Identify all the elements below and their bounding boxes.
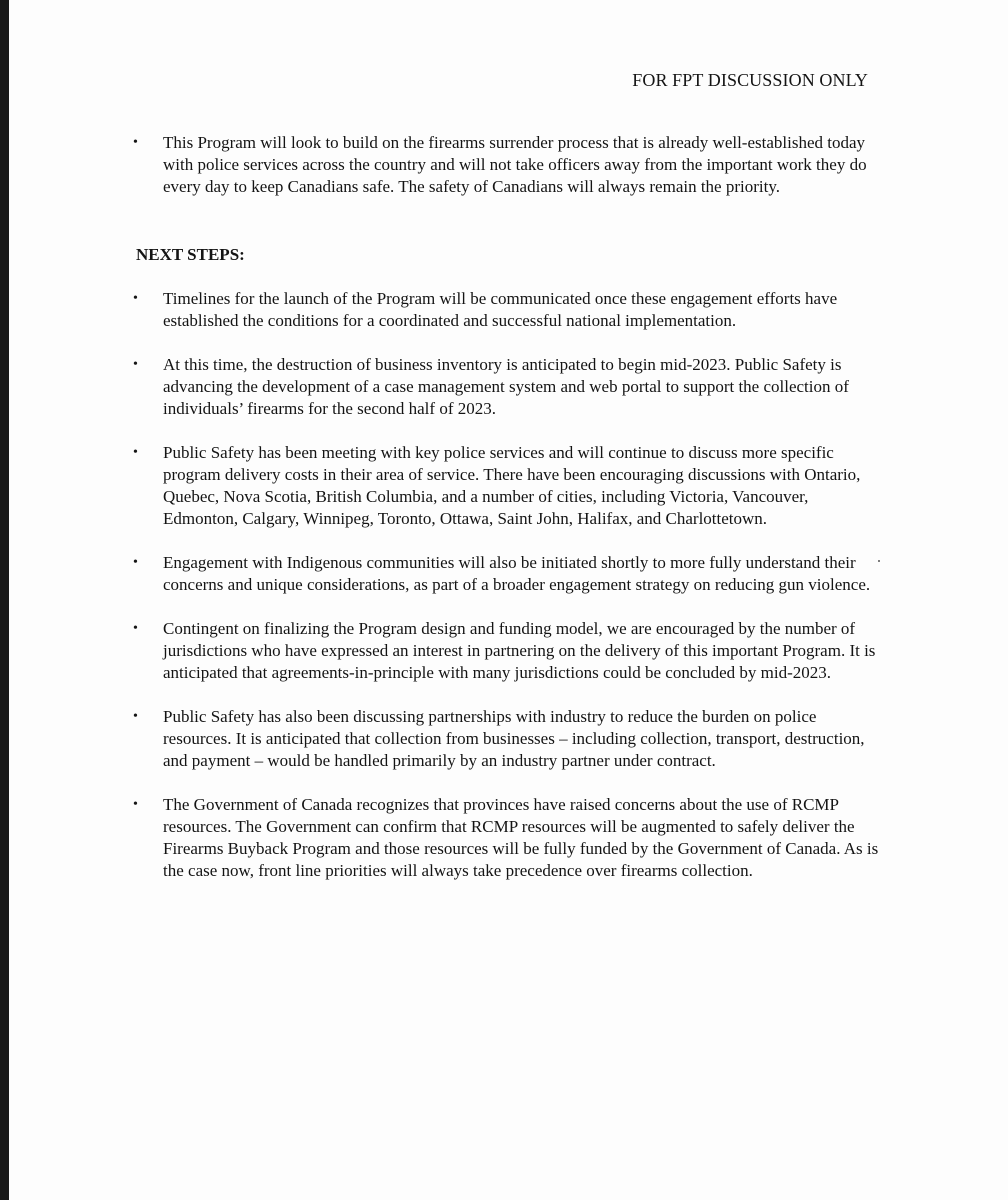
list-item-text: This Program will look to build on the firearms surrender process that is already well-established today with police services across the country and will not take officers away from the important work they do every day to keep Canadians safe. The safety of Canadians will always remain the priority. (163, 133, 867, 196)
list-item-text: Contingent on finalizing the Program design and funding model, we are encouraged by the number of jurisdictions who have expressed an interest in partnering on the delivery of this important Program. It is anticipated that agreements-in-principle with many jurisdictions could be concluded by mid-2023. (163, 619, 876, 682)
list-item-text: Timelines for the launch of the Program will be communicated once these engagement efforts have established the conditions for a coordinated and successful national implementation. (163, 289, 838, 330)
list-item (133, 706, 883, 772)
document-page (9, 0, 1008, 1200)
list-item-text: The Government of Canada recognizes that provinces have raised concerns about the use of RCMP resources. The Government can confirm that RCMP resources will be augmented to safely deliver the Firearms Buyback Program and those resources will be fully funded by the Government of Canada. As is the case now, front line priorities will always take precedence over firearms collection. (163, 795, 879, 880)
list-item-text: Public Safety has also been discussing partnerships with industry to reduce the burden on police resources. It is anticipated that collection from businesses – including collection, transport, destruction, and payment – would be handled primarily by an industry partner under contract. (163, 707, 865, 770)
next-steps-list (133, 288, 883, 904)
bullet-icon: • (133, 709, 138, 724)
list-item-text: Engagement with Indigenous communities will also be initiated shortly to more fully understand their concerns and unique considerations, as part of a broader engagement strategy on reducing gun violence. (163, 553, 871, 594)
list-item (133, 288, 883, 332)
bullet-icon: • (133, 621, 138, 636)
bullet-icon: • (133, 555, 138, 570)
bullet-icon: • (133, 291, 138, 306)
list-item (133, 618, 883, 684)
next-steps-heading: NEXT STEPS: (136, 245, 245, 264)
bullet-icon: • (133, 445, 138, 460)
classification-header: FOR FPT DISCUSSION ONLY (632, 70, 868, 90)
list-item (133, 552, 883, 596)
list-item (133, 442, 883, 530)
bullet-icon: • (133, 135, 138, 150)
list-item-text: At this time, the destruction of business inventory is anticipated to begin mid-2023. Public Safety is advancing the development of a case management system and web portal to support the collection of individuals’ firearms for the second half of 2023. (163, 355, 849, 418)
scan-left-edge (0, 0, 9, 1200)
list-item (133, 794, 883, 882)
list-item (133, 354, 883, 420)
bullet-icon: • (133, 797, 138, 812)
bullet-icon: • (133, 357, 138, 372)
list-item (133, 132, 883, 198)
list-item-text: Public Safety has been meeting with key police services and will continue to discuss more specific program delivery costs in their area of service. There have been encouraging discussions with Ontario, Quebec, Nova Scotia, British Columbia, and a number of cities, including Victoria, Vancouver, Edmonton, Calgary, Winnipeg, Toronto, Ottawa, Saint John, Halifax, and Charlottetown. (163, 443, 861, 528)
scan-speck (878, 560, 880, 562)
intro-bullet-list (133, 132, 883, 220)
